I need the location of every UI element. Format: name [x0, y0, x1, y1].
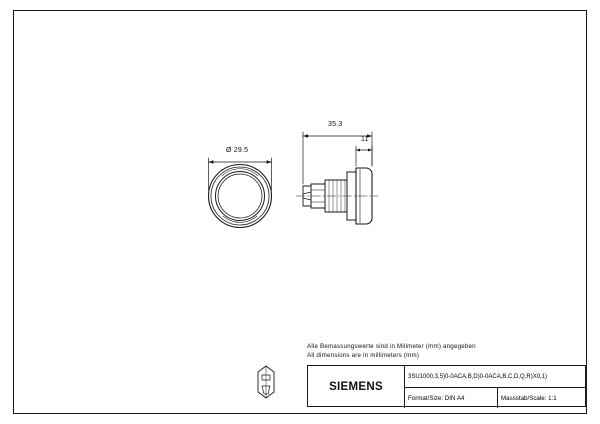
front-view-actuator — [209, 165, 272, 228]
side-view-actuator — [296, 168, 378, 224]
total-length-dimension-label: 35.3 — [328, 121, 343, 128]
note-line-english: All dimensions are in millimeters (mm) — [307, 352, 420, 359]
small-tool-symbol — [258, 366, 274, 398]
detail-length-dimension-label: 11 — [361, 136, 369, 143]
format-label: Format/Size: DIN A4 — [408, 394, 465, 402]
scale-label: Massstab/Scale: 1:1 — [501, 394, 557, 402]
note-line-german: Alle Bemassungswerte sind in Milimeter (mm) angegeben — [307, 343, 476, 350]
diameter-dimension-label: Ø 29.5 — [226, 147, 249, 154]
brand-label: SIEMENS — [329, 381, 383, 393]
article-number: 3SU1000,3,5)0-0ACA,B,D)0-0ACA,B,C,D,Q,R)X0,1) — [408, 373, 548, 380]
length-dimension-detail — [356, 146, 372, 166]
title-block — [307, 365, 586, 407]
